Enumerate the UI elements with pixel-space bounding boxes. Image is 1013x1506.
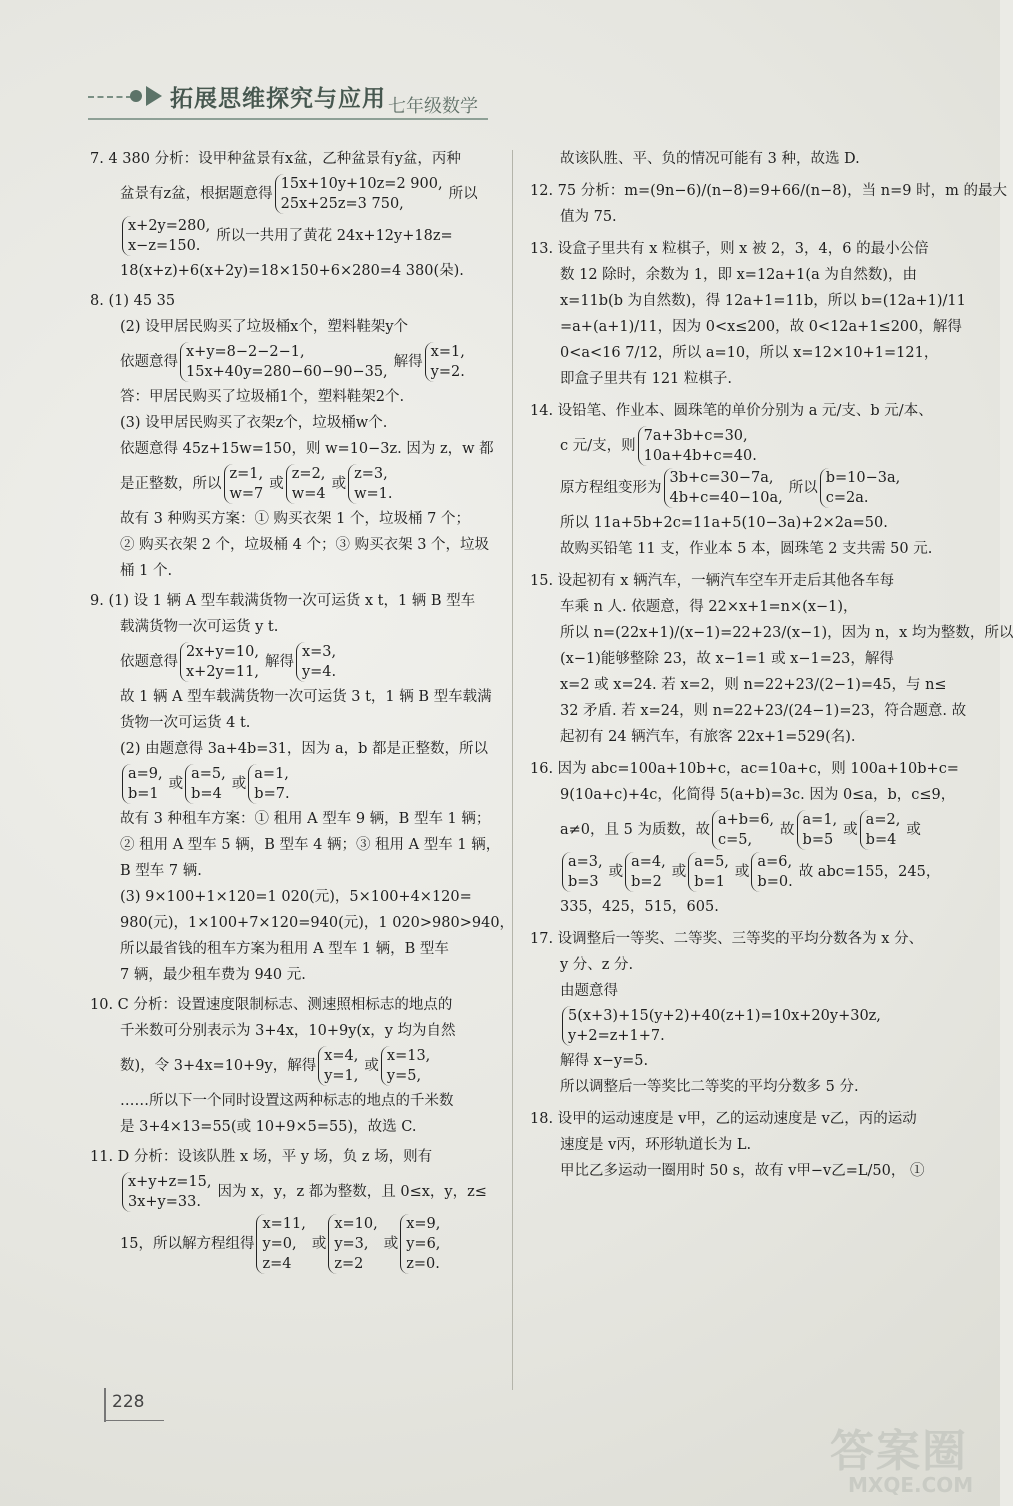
- equation-system: [530, 1006, 935, 1046]
- answer-text: 数)，令 3+4x=10+9y，解得: [120, 1058, 317, 1074]
- brace-system: [712, 810, 774, 850]
- equation-system: [530, 426, 935, 466]
- equation: x+y=8−2−2−1,: [186, 344, 305, 360]
- answer-17: [530, 926, 935, 1100]
- page-number-rule: [104, 1420, 164, 1421]
- brace-system: [381, 1046, 430, 1086]
- brace-system: [318, 1046, 358, 1086]
- brace-system: [328, 1214, 377, 1274]
- equation: x=11,: [262, 1216, 306, 1232]
- answer-text: 解得: [264, 654, 294, 670]
- answer-line: 车乘 n 人. 依题意，得 22×x+1=n×(x−1)，: [560, 599, 858, 615]
- brace-system: [664, 468, 783, 508]
- answer-line: (3) 9×100+1×120=1 020(元)，5×100+4×120=: [120, 889, 472, 905]
- answer-text: 或: [843, 822, 858, 838]
- answer-line: 所以最省钱的租车方案为租用 A 型车 1 辆，B 型车: [120, 941, 449, 957]
- answer-line: 依题意得 45z+15w=150，则 w=10−3z. 因为 z，w 都: [120, 441, 494, 457]
- equation: a=5,: [191, 766, 226, 782]
- watermark-url: MXQE.COM: [848, 1473, 974, 1497]
- answer-text: 所以: [448, 186, 478, 202]
- header-dash-line: [88, 96, 132, 98]
- equation: a=5,: [694, 854, 729, 870]
- answer-line: 18. 设甲的运动速度是 v甲，乙的运动速度是 v乙，丙的运动: [530, 1111, 917, 1127]
- answer-line: (2) 由题意得 3a+4b=31，因为 a，b 都是正整数，所以: [120, 741, 489, 757]
- answer-text: 或: [734, 864, 750, 880]
- answer-line: 17. 设调整后一等奖、二等奖、三等奖的平均分数各为 x 分、: [530, 931, 924, 947]
- answer-text: 故: [780, 822, 795, 838]
- answer-text: 依题意得: [120, 354, 178, 370]
- answer-text: 依题意得: [120, 654, 178, 670]
- brace-system: [400, 1214, 440, 1274]
- answer-line: 桶 1 个.: [120, 563, 173, 579]
- answer-line: ……所以下一个同时设置这两种标志的地点的千米数: [120, 1093, 454, 1109]
- equation-system: [90, 1046, 495, 1086]
- brace-system: [180, 342, 388, 382]
- left-column: [90, 146, 515, 1276]
- equation: 15x+40y=280−60−90−35,: [186, 364, 388, 380]
- answer-text: 或: [269, 476, 284, 492]
- answer-text: 或: [231, 776, 247, 792]
- right-column: [530, 146, 1013, 1184]
- answer-text: 原方程组变形为: [560, 480, 662, 496]
- equation: c=2a.: [825, 490, 869, 506]
- equation-system: [530, 852, 941, 892]
- equation: 10a+4b+c=40.: [643, 448, 757, 464]
- brace-system: [562, 852, 603, 892]
- answer-line: 12. 75 分析：m=(9n−6)/(n−8)=9+66/(n−8)，当 n=9 时，m 的最大: [530, 183, 1007, 199]
- answer-line: 甲比乙多运动一圈用时 50 s，故有 v甲−v乙=L/50， ①: [560, 1163, 925, 1179]
- brace-system: [820, 468, 901, 508]
- answer-line: 14. 设铅笔、作业本、圆珠笔的单价分别为 a 元/支、b 元/本、: [530, 403, 933, 419]
- answer-line: 货物一次可运货 4 t.: [120, 715, 251, 731]
- answer-line: 载满货物一次可运货 y t.: [120, 619, 279, 635]
- answer-line: 16. 因为 abc=100a+10b+c，ac=10a+c，则 100a+10b+c=: [530, 761, 959, 777]
- equation: z=1,: [229, 466, 264, 482]
- header-rule: [88, 118, 488, 120]
- answer-text: 因为 x，y，z 都为整数，且 0≤x，y，z≤: [217, 1184, 487, 1200]
- equation-system: [90, 464, 495, 504]
- answer-line: B 型车 7 辆.: [120, 863, 202, 879]
- brace-system: [122, 216, 210, 256]
- answer-13: [530, 236, 966, 392]
- brace-system: [425, 342, 465, 382]
- equation: x+2y=11,: [186, 664, 259, 680]
- answer-text: 或: [383, 1236, 399, 1252]
- answer-line: (3) 设甲居民购买了衣架z个，垃圾桶w个.: [120, 415, 388, 431]
- page-header: [88, 74, 488, 124]
- brace-system: [562, 1006, 881, 1046]
- equation: w=4: [291, 486, 326, 502]
- header-dot-icon: [130, 90, 142, 102]
- equation: b=3: [568, 874, 599, 890]
- answer-line: (x−1)能够整除 23，故 x−1=1 或 x−1=23，解得: [560, 651, 894, 667]
- equation: x=13,: [386, 1048, 431, 1064]
- equation: x=4,: [324, 1048, 359, 1064]
- equation: a=3,: [568, 854, 603, 870]
- answer-text: a≠0，且 5 为质数，故: [560, 822, 710, 838]
- brace-system: [122, 1172, 212, 1212]
- book-title: 拓展思维探究与应用: [170, 86, 386, 112]
- header-arrow-icon: [146, 86, 162, 106]
- equation-system: [90, 342, 495, 382]
- answer-line: y 分、z 分.: [560, 957, 634, 973]
- answer-line: ② 购买衣架 2 个，垃圾桶 4 个；③ 购买衣架 3 个，垃圾: [120, 537, 490, 553]
- equation-system: [530, 468, 935, 508]
- brace-system: [180, 642, 259, 682]
- answer-7: [90, 146, 495, 284]
- answer-text: 是正整数，所以: [120, 476, 222, 492]
- answer-line: 由题意得: [560, 983, 618, 999]
- answer-text: 或: [671, 864, 687, 880]
- equation: b=2: [631, 874, 662, 890]
- equation: x=10,: [334, 1216, 378, 1232]
- equation-system: [90, 174, 495, 214]
- brace-system: [224, 464, 264, 504]
- watermark-text: 答案圈: [830, 1426, 968, 1477]
- answer-line: 千米数可分别表示为 3+4x，10+9y(x，y 均为自然: [120, 1023, 456, 1039]
- answer-line: 980(元)，1×100+7×120=940(元)，1 020>980>940，: [120, 915, 515, 931]
- answer-10: [90, 992, 495, 1140]
- column-divider: [512, 150, 513, 1390]
- equation: y=4.: [301, 664, 337, 680]
- equation: y=5,: [386, 1068, 422, 1084]
- equation: x−z=150.: [128, 238, 201, 254]
- brace-system: [275, 174, 443, 214]
- equation: 2x+y=10,: [186, 644, 259, 660]
- answer-11: [90, 1144, 495, 1274]
- answer-line: 数 12 除时，余数为 1，即 x=12a+1(a 为自然数)，由: [560, 267, 917, 283]
- answer-line: ② 租用 A 型车 5 辆，B 型车 4 辆；③ 租用 A 型车 1 辆，: [120, 837, 501, 853]
- answer-line: 0<a<16 7/12，所以 a=10，所以 x=12×10+1=121，: [560, 345, 939, 361]
- brace-system: [185, 764, 226, 804]
- page-number-bar: [104, 1388, 106, 1422]
- equation: x+2y=280,: [128, 218, 211, 234]
- equation: z=4: [262, 1256, 292, 1272]
- answer-line: 解得 x−y=5.: [560, 1053, 649, 1069]
- equation-system: [90, 1172, 495, 1212]
- answer-line: 故该队胜、平、负的情况可能有 3 种，故选 D.: [560, 151, 860, 167]
- answer-14: [530, 398, 935, 562]
- answer-18: [530, 1106, 935, 1184]
- equation: 4b+c=40−10a,: [669, 490, 783, 506]
- equation: w=1.: [354, 486, 393, 502]
- answer-text: 故 abc=155，245，: [798, 864, 941, 880]
- answer-line: 故有 3 种购买方案：① 购买衣架 1 个，垃圾桶 7 个；: [120, 511, 470, 527]
- equation: b=1: [128, 786, 159, 802]
- answer-line: 9. (1) 设 1 辆 A 型车载满货物一次可运货 x t，1 辆 B 型车: [90, 593, 476, 609]
- equation: y=0,: [262, 1236, 297, 1252]
- equation: x+y+z=15,: [128, 1174, 212, 1190]
- equation: a=6,: [757, 854, 793, 870]
- brace-system: [286, 464, 326, 504]
- answer-16: [530, 756, 959, 920]
- equation: x=9,: [406, 1216, 441, 1232]
- answer-line: 起初有 24 辆汽车，有旅客 22x+1=529(名).: [560, 729, 856, 745]
- equation: x=1,: [430, 344, 465, 360]
- equation: y=2.: [430, 364, 465, 380]
- answer-text: 或: [364, 1058, 379, 1074]
- brace-system: [122, 764, 163, 804]
- equation: b=1: [694, 874, 725, 890]
- answer-line: 15. 设起初有 x 辆汽车，一辆汽车空车开走后其他各车每: [530, 573, 895, 589]
- answer-line: 7 辆，最少租车费为 940 元.: [120, 967, 306, 983]
- equation: b=0.: [757, 874, 793, 890]
- answer-line: 速度是 v丙，环形轨道长为 L.: [560, 1137, 752, 1153]
- brace-system: [688, 852, 729, 892]
- answer-line: 故有 3 种租车方案：① 租用 A 型车 9 辆，B 型车 1 辆；: [120, 811, 491, 827]
- equation-system: [90, 216, 495, 256]
- grade-subject: 七年级数学: [388, 96, 478, 117]
- watermark: [830, 1415, 990, 1495]
- equation: y=6,: [406, 1236, 441, 1252]
- brace-system: [751, 852, 792, 892]
- answer-line: 值为 75.: [560, 209, 617, 225]
- answer-9: [90, 588, 515, 988]
- equation-system: [90, 642, 495, 682]
- answer-text: 所以: [788, 480, 818, 496]
- answer-text: 或: [311, 1236, 327, 1252]
- equation: w=7: [229, 486, 264, 502]
- brace-system: [348, 464, 392, 504]
- brace-system: [638, 426, 757, 466]
- brace-system: [860, 810, 901, 850]
- answer-line: 所以 11a+5b+2c=11a+5(10−3a)+2×2a=50.: [560, 515, 888, 531]
- brace-system: [296, 642, 336, 682]
- answer-line: 335，425，515，605.: [560, 899, 719, 915]
- equation: 15x+10y+10z=2 900,: [280, 176, 443, 192]
- equation: y=1,: [324, 1068, 359, 1084]
- answer-line: x=2 或 x=24. 若 x=2，则 n=22+23/(2−1)=45，与 n≤: [560, 677, 947, 693]
- answer-line: 9(10a+c)+4c，化简得 5(a+b)=3c. 因为 0≤a，b，c≤9，: [560, 787, 956, 803]
- answer-15: [530, 568, 1013, 750]
- answer-line: 13. 设盒子里共有 x 粒棋子，则 x 被 2，3，4，6 的最小公倍: [530, 241, 929, 257]
- answer-line: 即盒子里共有 121 粒棋子.: [560, 371, 733, 387]
- answer-line: 8. (1) 45 35: [90, 293, 176, 309]
- equation: a=9,: [128, 766, 163, 782]
- equation: c=5,: [717, 832, 753, 848]
- answer-line: 故 1 辆 A 型车载满货物一次可运货 3 t，1 辆 B 型车载满: [120, 689, 492, 705]
- answer-text: 解得: [393, 354, 423, 370]
- answer-line: 答：甲居民购买了垃圾桶1个，塑料鞋架2个.: [120, 389, 405, 405]
- equation: x=3,: [301, 644, 337, 660]
- answer-line: 故购买铅笔 11 支，作业本 5 本，圆珠笔 2 支共需 50 元.: [560, 541, 933, 557]
- equation: z=3,: [354, 466, 388, 482]
- equation: a+b=6,: [717, 812, 775, 828]
- answer-text: 所以一共用了黄花 24x+12y+18z=: [216, 228, 453, 244]
- equation-system: [530, 810, 935, 850]
- answer-text: 或: [608, 864, 624, 880]
- answer-text: 盆景有z盆，根据题意得: [120, 186, 273, 202]
- answer-line: 是 3+4×13=55(或 10+9×5=55)，故选 C.: [120, 1119, 417, 1135]
- equation: y=3,: [334, 1236, 369, 1252]
- brace-system: [256, 1214, 305, 1274]
- answer-text: c 元/支，则: [560, 438, 636, 454]
- brace-system: [248, 764, 289, 804]
- answer-line: =a+(a+1)/11，因为 0<x≤200，故 0<12a+1≤200，解得: [560, 319, 962, 335]
- answer-line: 7. 4 380 分析：设甲种盆景有x盆，乙种盆景有y盆，丙种: [90, 151, 461, 167]
- answer-text: 15，所以解方程组得: [120, 1236, 255, 1252]
- answer-line: (2) 设甲居民购买了垃圾桶x个，塑料鞋架y个: [120, 319, 409, 335]
- equation: z=2,: [291, 466, 326, 482]
- brace-system: [797, 810, 838, 850]
- answer-line: 32 矛盾. 若 x=24，则 n=22+23/(24−1)=23，符合题意. 故: [560, 703, 967, 719]
- equation-system: [90, 764, 495, 804]
- equation: a=4,: [631, 854, 666, 870]
- equation: y+2=z+1+7.: [568, 1028, 665, 1044]
- brace-system: [625, 852, 666, 892]
- equation: b=10−3a,: [825, 470, 901, 486]
- equation: b=7.: [254, 786, 290, 802]
- equation: 3x+y=33.: [128, 1194, 201, 1210]
- equation: z=0.: [406, 1256, 440, 1272]
- equation: 3b+c=30−7a,: [669, 470, 774, 486]
- answer-text: 或: [906, 822, 921, 838]
- answer-line: 11. D 分析：设该队胜 x 场，平 y 场，负 z 场，则有: [90, 1149, 433, 1165]
- equation: b=5: [802, 832, 834, 848]
- equation: z=2: [334, 1256, 364, 1272]
- equation: a=2,: [865, 812, 901, 828]
- equation: a=1,: [254, 766, 289, 782]
- page-number: 228: [112, 1392, 145, 1412]
- answer-line: 所以调整后一等奖比二等奖的平均分数多 5 分.: [560, 1079, 859, 1095]
- answer-text: 或: [168, 776, 184, 792]
- equation: 5(x+3)+15(y+2)+40(z+1)=10x+20y+30z,: [568, 1008, 881, 1024]
- equation: b=4: [191, 786, 222, 802]
- answer-8: [90, 288, 495, 584]
- equation: a=1,: [802, 812, 838, 828]
- equation: 7a+3b+c=30,: [643, 428, 748, 444]
- answer-12: [530, 178, 1007, 230]
- equation: b=4: [865, 832, 897, 848]
- answer-line: 18(x+z)+6(x+2y)=18×150+6×280=4 380(朵).: [120, 263, 464, 279]
- equation-system: [90, 1214, 495, 1274]
- equation: 25x+25z=3 750,: [280, 196, 404, 212]
- answer-text: 或: [331, 476, 347, 492]
- answer-line: 所以 n=(22x+1)/(x−1)=22+23/(x−1)，因为 n，x 均为整数，所以: [560, 625, 1013, 641]
- answer-line: 10. C 分析：设置速度限制标志、测速照相标志的地点的: [90, 997, 453, 1013]
- answer-line: x=11b(b 为自然数)，得 12a+1=11b，所以 b=(12a+1)/11: [560, 293, 966, 309]
